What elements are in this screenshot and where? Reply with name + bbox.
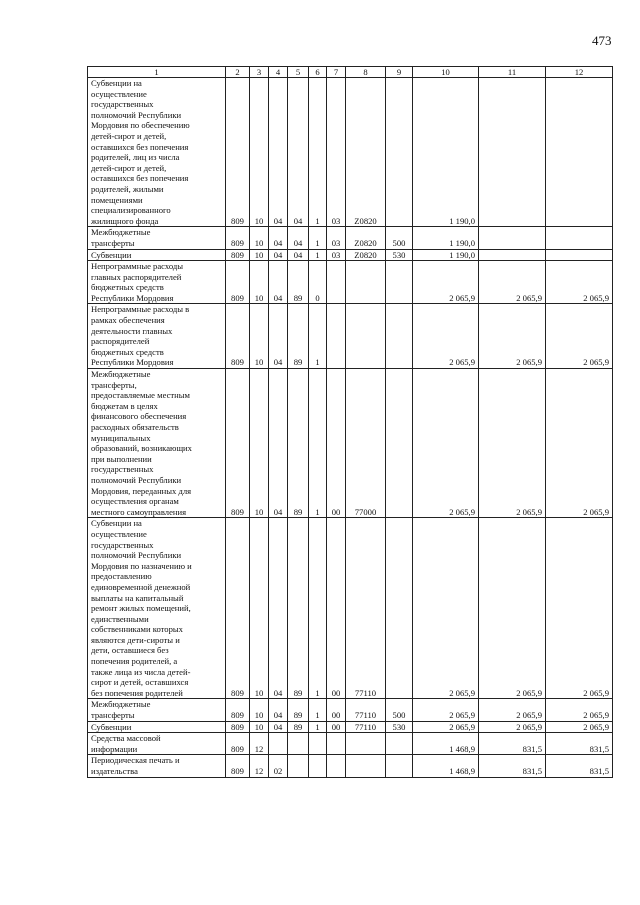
table-row [88,518,613,699]
cell-expense-type: 500 [386,699,413,721]
cell-direction [346,304,386,369]
cell-direction: 77110 [346,699,386,721]
cell-direction: Z0820 [346,249,386,261]
cell-subprogram: 1 [309,78,327,227]
cell-direction [346,261,386,304]
cell-subsection [269,733,288,755]
header-cell: 9 [386,67,413,78]
cell-program: 89 [288,304,309,369]
cell-ministry-code: 809 [226,699,250,721]
cell-amount-10: 1 190,0 [413,249,479,261]
cell-amount-11 [479,78,546,227]
cell-subsection: 04 [269,721,288,733]
table-row [88,227,613,249]
cell-subprogram: 1 [309,699,327,721]
header-cell: 2 [226,67,250,78]
cell-direction: Z0820 [346,227,386,249]
cell-expense-type [386,733,413,755]
cell-section: 10 [250,369,269,518]
cell-subprogram [309,733,327,755]
header-cell: 12 [546,67,613,78]
cell-amount-12 [546,227,613,249]
row-description: Межбюджетные трансферты, предоставляемые местным бюджетам в целях финансового обеспечения расходных обязательств муниципальных образований, возникающих при выполнении государственных полномочий Республики Мордовия, переданных для осуществления органам местного самоуправления [88,369,226,518]
cell-activity [327,261,346,304]
table-row [88,755,613,777]
cell-ministry-code: 809 [226,733,250,755]
cell-activity: 00 [327,721,346,733]
header-cell: 11 [479,67,546,78]
cell-amount-11: 831,5 [479,755,546,777]
cell-activity: 03 [327,227,346,249]
cell-amount-12: 2 065,9 [546,369,613,518]
cell-amount-11: 2 065,9 [479,518,546,699]
cell-direction [346,755,386,777]
table-row [88,304,613,369]
cell-amount-10: 1 190,0 [413,78,479,227]
cell-amount-12 [546,78,613,227]
cell-amount-10: 2 065,9 [413,721,479,733]
cell-amount-10: 1 190,0 [413,227,479,249]
cell-section: 10 [250,261,269,304]
cell-expense-type: 500 [386,227,413,249]
cell-amount-12: 831,5 [546,755,613,777]
cell-expense-type [386,755,413,777]
cell-program: 89 [288,699,309,721]
cell-subprogram: 1 [309,518,327,699]
cell-amount-10: 2 065,9 [413,304,479,369]
cell-program [288,755,309,777]
row-description: Межбюджетные трансферты [88,227,226,249]
row-description: Средства массовой информации [88,733,226,755]
cell-subsection: 04 [269,249,288,261]
table-row [88,733,613,755]
cell-amount-11: 2 065,9 [479,261,546,304]
cell-activity: 03 [327,78,346,227]
cell-subprogram: 1 [309,249,327,261]
cell-amount-11: 2 065,9 [479,699,546,721]
cell-section: 10 [250,227,269,249]
table-row [88,261,613,304]
header-cell: 10 [413,67,479,78]
cell-activity [327,733,346,755]
cell-program: 89 [288,721,309,733]
cell-amount-12: 2 065,9 [546,304,613,369]
cell-expense-type [386,304,413,369]
cell-subprogram: 1 [309,304,327,369]
table-row [88,721,613,733]
cell-expense-type [386,518,413,699]
cell-amount-11 [479,227,546,249]
cell-direction [346,733,386,755]
cell-amount-11: 2 065,9 [479,369,546,518]
cell-amount-10: 2 065,9 [413,699,479,721]
header-cell: 4 [269,67,288,78]
cell-amount-11: 831,5 [479,733,546,755]
cell-ministry-code: 809 [226,261,250,304]
cell-program: 89 [288,369,309,518]
cell-program [288,733,309,755]
cell-amount-10: 2 065,9 [413,518,479,699]
budget-table [87,66,613,778]
table-row [88,78,613,227]
cell-expense-type: 530 [386,721,413,733]
cell-expense-type [386,261,413,304]
cell-amount-12: 2 065,9 [546,261,613,304]
cell-activity: 00 [327,369,346,518]
cell-activity: 00 [327,518,346,699]
cell-program: 04 [288,249,309,261]
header-row [88,67,613,78]
cell-expense-type [386,369,413,518]
cell-section: 10 [250,304,269,369]
cell-activity [327,755,346,777]
cell-ministry-code: 809 [226,227,250,249]
cell-program: 89 [288,518,309,699]
cell-amount-12: 2 065,9 [546,721,613,733]
cell-ministry-code: 809 [226,78,250,227]
cell-subprogram: 0 [309,261,327,304]
cell-amount-11: 2 065,9 [479,721,546,733]
cell-section: 10 [250,249,269,261]
cell-subsection: 04 [269,518,288,699]
row-description: Субвенции на осуществление государственных полномочий Республики Мордовия по обеспечению детей-сирот и детей, оставшихся без попечения родителей, лиц из числа детей-сирот и детей, оставшихся без попечения родителей, жилыми помещениями специализированного жилищного фонда [88,78,226,227]
row-description: Периодическая печать и издательства [88,755,226,777]
cell-subprogram: 1 [309,369,327,518]
row-description: Субвенции на осуществление государственных полномочий Республики Мордовия по назначению и предоставлению единовременной денежной выплаты на капитальный ремонт жилых помещений, единственными собственниками которых являются дети-сироты и дети, оставшиеся без попечения родителей, а также лица из числа детей- сирот и детей, оставшихся без попечения родителей [88,518,226,699]
header-cell: 3 [250,67,269,78]
cell-section: 12 [250,733,269,755]
cell-subsection: 04 [269,261,288,304]
row-description: Непрограммные расходы главных распорядителей бюджетных средств Республики Мордовия [88,261,226,304]
cell-direction: 77110 [346,518,386,699]
cell-subprogram [309,755,327,777]
header-cell: 1 [88,67,226,78]
cell-subsection: 04 [269,304,288,369]
cell-section: 10 [250,78,269,227]
cell-activity [327,304,346,369]
cell-ministry-code: 809 [226,518,250,699]
cell-section: 12 [250,755,269,777]
cell-amount-11 [479,249,546,261]
cell-activity: 00 [327,699,346,721]
header-cell: 7 [327,67,346,78]
cell-section: 10 [250,518,269,699]
cell-expense-type [386,78,413,227]
cell-amount-12: 831,5 [546,733,613,755]
cell-amount-12 [546,249,613,261]
header-cell: 8 [346,67,386,78]
cell-amount-12: 2 065,9 [546,518,613,699]
cell-subprogram: 1 [309,227,327,249]
cell-subsection: 04 [269,227,288,249]
cell-direction: 77110 [346,721,386,733]
cell-amount-12: 2 065,9 [546,699,613,721]
cell-activity: 03 [327,249,346,261]
cell-section: 10 [250,699,269,721]
cell-amount-10: 2 065,9 [413,369,479,518]
cell-ministry-code: 809 [226,304,250,369]
cell-program: 04 [288,78,309,227]
cell-ministry-code: 809 [226,249,250,261]
table-row [88,699,613,721]
row-description: Субвенции [88,249,226,261]
row-description: Непрограммные расходы в рамках обеспечения деятельности главных распорядителей бюджетных средств Республики Мордовия [88,304,226,369]
cell-direction: Z0820 [346,78,386,227]
cell-section: 10 [250,721,269,733]
cell-subprogram: 1 [309,721,327,733]
cell-subsection: 04 [269,699,288,721]
cell-expense-type: 530 [386,249,413,261]
header-cell: 6 [309,67,327,78]
cell-amount-11: 2 065,9 [479,304,546,369]
table-row [88,249,613,261]
cell-amount-10: 1 468,9 [413,755,479,777]
cell-subsection: 02 [269,755,288,777]
cell-amount-10: 1 468,9 [413,733,479,755]
row-description: Субвенции [88,721,226,733]
row-description: Межбюджетные трансферты [88,699,226,721]
cell-subsection: 04 [269,369,288,518]
cell-amount-10: 2 065,9 [413,261,479,304]
header-cell: 5 [288,67,309,78]
cell-subsection: 04 [269,78,288,227]
cell-ministry-code: 809 [226,755,250,777]
cell-program: 89 [288,261,309,304]
cell-ministry-code: 809 [226,721,250,733]
page-number: 473 [592,33,612,48]
cell-direction: 77000 [346,369,386,518]
cell-program: 04 [288,227,309,249]
cell-ministry-code: 809 [226,369,250,518]
table-row [88,369,613,518]
